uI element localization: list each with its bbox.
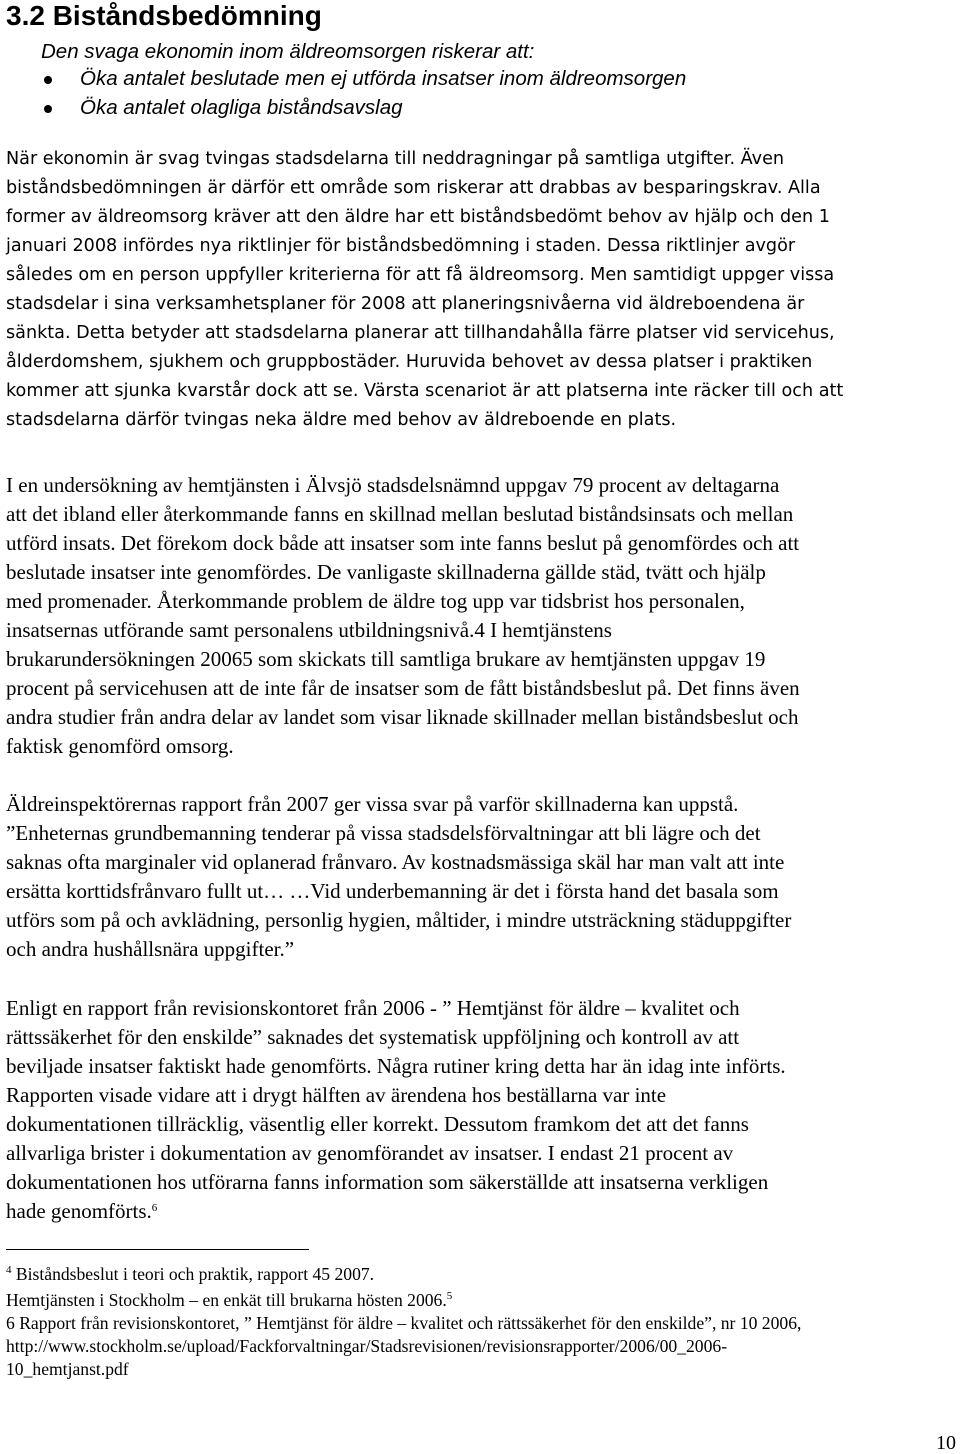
- paragraph-line: kommer att sjunka kvarstår dock att se. Värsta scenariot är att platserna inte räcker till och att: [6, 381, 844, 401]
- intro-bullet-1: Öka antalet beslutade men ej utförda insatser inom äldreomsorgen: [80, 67, 687, 90]
- paragraph-line: procent på servicehusen att de inte får de insatser som de fått biståndsbeslut på. Det finns även: [6, 676, 800, 700]
- paragraph-line: [6, 1199, 157, 1223]
- footnote-5: [6, 1290, 452, 1310]
- paragraph-line: och andra hushållsnära uppgifter.”: [6, 937, 295, 961]
- paragraph-line: januari 2008 infördes nya riktlinjer för biståndsbedömning i staden. Dessa riktlinjer avgör: [6, 236, 796, 256]
- paragraph-line: ”Enheternas grundbemanning tenderar på vissa stadsdelsförvaltningar att bli lägre och det: [6, 821, 761, 845]
- section-heading: 3.2 Biståndsbedömning: [6, 0, 322, 31]
- footnote-6-url[interactable]: http://www.stockholm.se/upload/Fackforvaltningar/Stadsrevisionen/revisionsrapporter/2006/00_2006-: [6, 1336, 728, 1356]
- paragraph-line: Rapporten visade vidare att i drygt hälften av ärendena hos beställarna var inte: [6, 1083, 667, 1107]
- bullet-icon: [44, 76, 52, 84]
- footnote-4-text: Biståndsbeslut i teori och praktik, rapport 45 2007.: [15, 1264, 375, 1284]
- paragraph-line: utförs som på och avklädning, personlig hygien, måltider, i mindre utsträckning städuppgifter: [6, 908, 792, 932]
- paragraph-line: faktisk genomförd omsorg.: [6, 734, 234, 758]
- paragraph-line: beslutade insatser inte genomfördes. De vanligaste skillnaderna gällde städ, tvätt och hjälp: [6, 560, 766, 584]
- footnote-6-line: 6 Rapport från revisionskontoret, ” Hemtjänst för äldre – kvalitet och rättssäkerhet för den enskilde”, nr 10 2006,: [6, 1313, 802, 1333]
- paragraph-line: stadsdelar i sina verksamhetsplaner för 2008 att planeringsnivåerna vid äldreboendena är: [6, 294, 805, 314]
- paragraph-line: med promenader. Återkommande problem de äldre tog upp var tidsbrist hos personalen,: [6, 589, 745, 613]
- paragraph-line: Äldreinspektörernas rapport från 2007 ger vissa svar på varför skillnaderna kan uppstå.: [6, 792, 739, 816]
- paragraph-line: allvarliga brister i dokumentation av genomförandet av insatser. I endast 21 procent av: [6, 1141, 734, 1165]
- footnote-divider: [6, 1249, 309, 1250]
- paragraph-line: I en undersökning av hemtjänsten i Älvsjö stadsdelsnämnd uppgav 79 procent av deltagarna: [6, 473, 780, 497]
- footnote-mark-4: 4: [6, 1264, 12, 1276]
- paragraph-line: dokumentationen hos utförarna fanns information som säkerställde att insatserna verkligen: [6, 1170, 769, 1194]
- paragraph-line: sänkta. Detta betyder att stadsdelarna planerar att tillhandahålla färre platser vid servicehus,: [6, 323, 835, 343]
- page-number: 10: [936, 1432, 956, 1454]
- paragraph-line: att det ibland eller återkommande fanns en skillnad mellan beslutad biståndsinsats och mellan: [6, 502, 794, 526]
- paragraph-line: Enligt en rapport från revisionskontoret från 2006 - ” Hemtjänst för äldre – kvalitet och: [6, 996, 740, 1020]
- paragraph-line: ålderdomshem, sjukhem och gruppbostäder. Huruvida behovet av dessa platser i praktiken: [6, 352, 813, 372]
- paragraph-line: saknas ofta marginaler vid oplanerad frånvaro. Av kostnadsmässiga skäl har man valt att inte: [6, 850, 785, 874]
- paragraph-line: former av äldreomsorg kräver att den äldre har ett biståndsbedömt behov av hjälp och den 1: [6, 207, 830, 227]
- paragraph-line: När ekonomin är svag tvingas stadsdelarna till neddragningar på samtliga utgifter. Även: [6, 149, 785, 169]
- paragraph-line-text: hade genomförts.: [6, 1199, 152, 1223]
- paragraph-line: andra studier från andra delar av landet som visar liknade skillnader mellan biståndsbeslut och: [6, 705, 799, 729]
- paragraph-line: insatsernas utförande samt personalens utbildningsnivå.4 I hemtjänstens: [6, 618, 612, 642]
- footnote-5-text: Hemtjänsten i Stockholm – en enkät till brukarna hösten 2006.: [6, 1290, 447, 1310]
- footnote-mark-5: 5: [446, 1290, 453, 1302]
- footnote-4: [6, 1264, 374, 1284]
- footnote-6-url-end[interactable]: 10_hemtjanst.pdf: [6, 1359, 129, 1379]
- paragraph-line: stadsdelarna därför tvingas neka äldre med behov av äldreboende en plats.: [6, 410, 677, 430]
- footnote-reference-6: 6: [151, 1202, 158, 1214]
- intro-lead: Den svaga ekonomin inom äldreomsorgen riskerar att:: [41, 40, 535, 63]
- paragraph-line: rättssäkerhet för den enskilde” saknades det systematisk uppföljning och kontroll av att: [6, 1025, 740, 1049]
- paragraph-line: beviljade insatser faktiskt hade genomförts. Några rutiner kring detta har än idag inte införts.: [6, 1054, 786, 1078]
- intro-bullet-2: Öka antalet olagliga biståndsavslag: [80, 96, 403, 119]
- paragraph-line: utförd insats. Det förekom dock både att insatser som inte fanns beslut på genomfördes och att: [6, 531, 800, 555]
- bullet-icon: [44, 105, 52, 113]
- paragraph-line: dokumentationen tillräcklig, väsentlig eller korrekt. Dessutom framkom det att det fanns: [6, 1112, 749, 1136]
- paragraph-line: brukarundersökningen 20065 som skickats till samtliga brukare av hemtjänsten uppgav 19: [6, 647, 766, 671]
- paragraph-line: således om en person uppfyller kriterierna för att få äldreomsorg. Men samtidigt uppger vissa: [6, 265, 835, 285]
- paragraph-line: ersätta korttidsfrånvaro fullt ut… …Vid underbemanning är det i första hand det basala som: [6, 879, 779, 903]
- paragraph-line: biståndsbedömningen är därför ett område som riskerar att drabbas av besparingskrav. Alla: [6, 178, 821, 198]
